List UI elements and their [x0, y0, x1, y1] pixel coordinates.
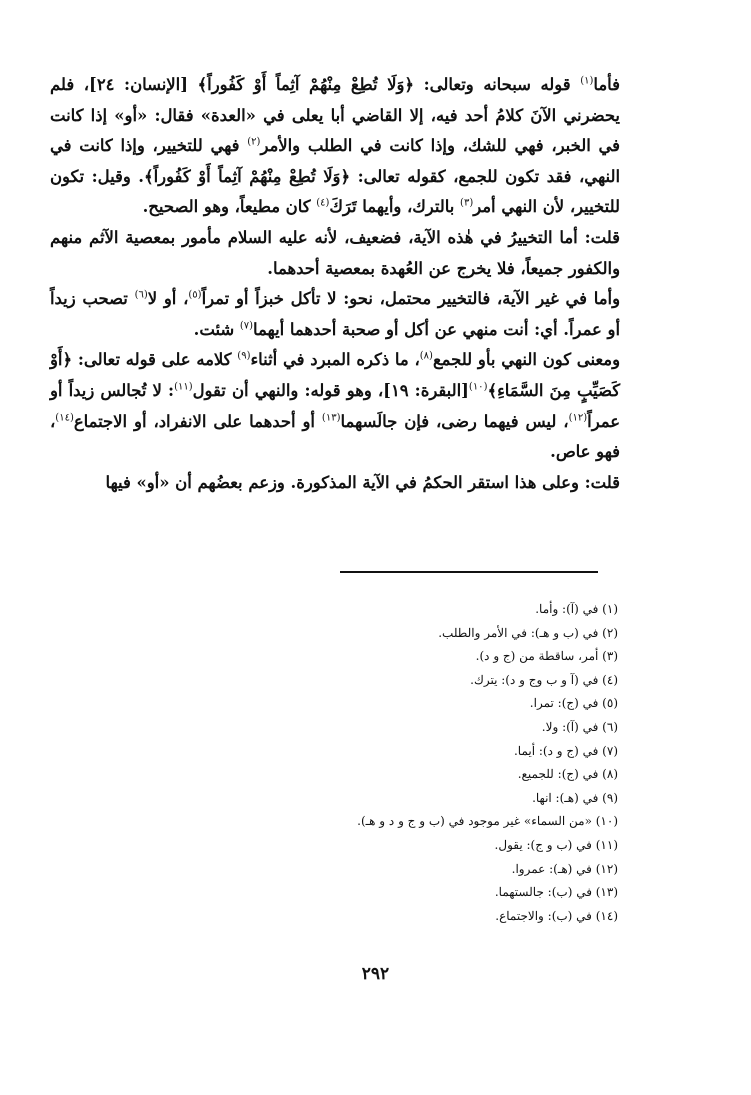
paragraph — [50, 70, 620, 223]
text-run: فأما — [593, 75, 620, 94]
text-run: قلت: أما التخييرُ في هٰذه الآية، فضعيف، لأنه عليه السلام مأمور بمعصية الآثم منهم والكفور جميعاً، فلا يخرج عن العُهدة بمعصية أحدهما. — [50, 227, 620, 278]
paragraph — [50, 345, 620, 467]
footnote-marker: (١٢) — [568, 412, 588, 424]
text-run: وأما في غير الآية، فالتخيير محتمل، نحو: لا تأكل خبزاً أو تمراً — [201, 289, 620, 309]
text-run: قوله سبحانه وتعالى: ﴿وَلَا تُطِعْ مِنْهُمْ آثِماً أَوْ كَفُوراً﴾ [الإنسان: ٢٤]، فلم يحضرني الآنَ كلامُ أحد فيه، إلا القاضي أبا يعلى في «العدة» فقال: «أو» إذا كانت في الخبر، فهي للشك، وإذا كانت في الطلب والأمر — [50, 75, 620, 156]
footnote-marker: (٣) — [460, 197, 474, 209]
footnote: (٧) في (ج و د): أيما. — [513, 743, 618, 758]
footnotes — [300, 598, 618, 928]
footnote-marker: (٨) — [419, 350, 433, 362]
text-run: ومعنى كون النهي بأو للجمع — [432, 350, 620, 370]
footnote: (٩) في (هـ): انها. — [532, 790, 618, 805]
footnote: (١٤) في (ب): والاجتماع. — [495, 908, 618, 923]
footnote-marker: (٧) — [239, 320, 254, 332]
footnote: (٤) في (آ و ب وج و د): يترك. — [470, 672, 618, 687]
text-run: تصحب زيداً أو عمراً. أي: أنت منهي عن أكل أو صحبة أحدهما أيهما — [50, 289, 620, 339]
footnote: (١٣) في (ب): جالستهما. — [494, 885, 618, 900]
text-run: : لا تُجالس زيداً أو عمراً — [50, 380, 620, 431]
footnote-marker: (١٣) — [321, 412, 341, 424]
footnote-marker: (٢) — [247, 136, 261, 148]
footnote-marker: (٥) — [188, 289, 202, 301]
footnote: (٨) في (ج): للجميع. — [517, 767, 618, 782]
text-run: فهي للتخيير، وإذا كانت في النهي، فقد تكون للجمع، كقوله تعالى: ﴿وَلَا تُطِعْ مِنْهُمْ آثِماً أَوْ كَفُوراً﴾. وقيل: تكون للتخيير، لأن النهي أمر — [50, 136, 620, 217]
paragraph — [50, 468, 620, 499]
text-run: قلت: وعلى هذا استقر الحكمُ في الآية المذكورة. وزعم بعضُهم أن «أو» فيها — [105, 472, 620, 492]
footnote: (٦) في (آ): ولا. — [541, 719, 618, 734]
main-text — [50, 70, 620, 498]
footnote-marker: (١٠) — [468, 381, 488, 393]
paragraph — [50, 223, 620, 284]
text-run: بالترك، وأيهما تَرَكَ — [329, 197, 461, 217]
paragraph — [50, 284, 620, 345]
footnote: (١) في (آ): وأما. — [535, 602, 618, 616]
page-number: ٢٩٢ — [361, 964, 390, 984]
text-run: أو أحدهما على الانفراد، أو الاجتماع — [73, 411, 322, 431]
text-run: كان مطيعاً، وهو الصحيح. — [142, 197, 317, 217]
text-run: كلامه على قوله تعالى: ﴿أَوْ كَصَيِّبٍ مِنَ السَّمَاءِ﴾ — [50, 350, 620, 400]
footnote: (٢) في (ب و هـ): في الأمر والطلب. — [438, 625, 618, 640]
footnote-marker: (١) — [580, 75, 594, 87]
text-run: ، فهو عاص. — [50, 411, 620, 462]
text-run: ، أو لا — [147, 289, 189, 309]
footnote: (١١) في (ب و ج): يقول. — [494, 837, 618, 852]
footnote: (١٢) في (هـ): عمروا. — [511, 861, 618, 876]
footnote-marker: (١١) — [174, 381, 193, 393]
footnote: (٥) في (ج): تمرا. — [529, 696, 618, 711]
text-run: ، ما ذكره المبرد في أثناء — [250, 350, 420, 370]
footnote-marker: (٩) — [237, 350, 251, 362]
text-run: [البقرة: ١٩]، وهو قوله: والنهي أن تقول — [192, 380, 469, 400]
footnote-marker: (١٤) — [55, 412, 74, 424]
text-run: شئت. — [193, 319, 240, 339]
footnote-marker: (٤) — [316, 197, 330, 209]
footnote: (٣) أمر، ساقطة من (ج و د). — [475, 649, 618, 664]
footnote-separator — [340, 571, 598, 573]
footnote-marker: (٦) — [134, 289, 148, 301]
text-run: ، ليس فيهما رضى، فإن جالَسهما — [340, 411, 569, 431]
footnote: (١٠) «من السماء» غير موجود في (ب و ج و د و هـ). — [357, 814, 618, 829]
